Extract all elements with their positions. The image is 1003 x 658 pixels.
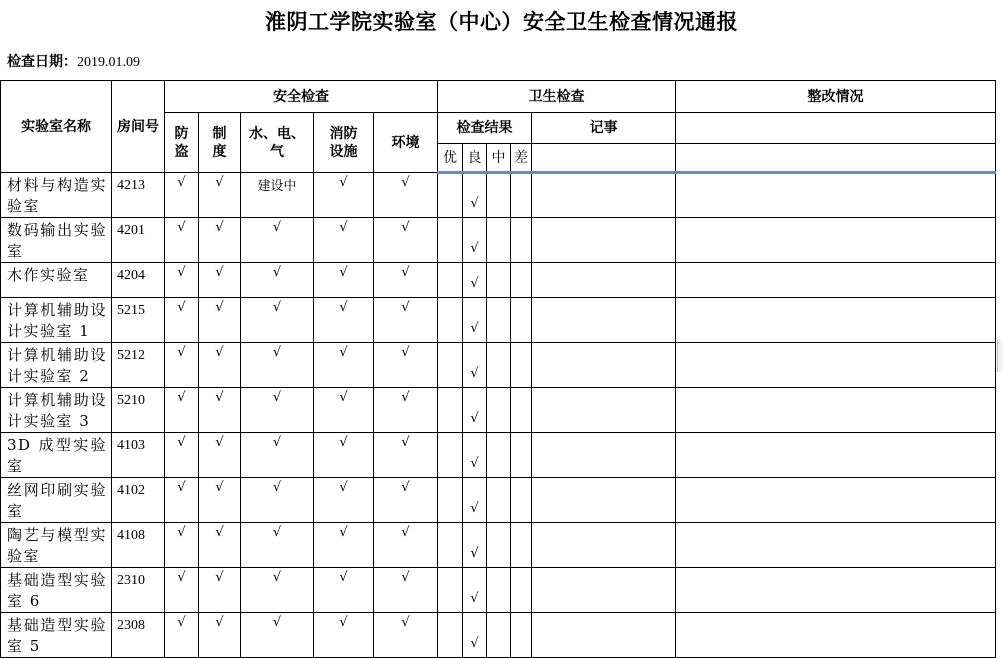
- theft-check: √: [165, 433, 199, 478]
- good-mark: √: [463, 568, 487, 613]
- environment-check: √: [374, 568, 438, 613]
- notes-cell: [532, 388, 676, 433]
- table-row: [1, 218, 996, 263]
- environment-check: √: [374, 523, 438, 568]
- poor-mark: [511, 173, 532, 218]
- good-mark: √: [463, 173, 487, 218]
- environment-check: √: [374, 433, 438, 478]
- room-number: 4201: [112, 218, 165, 263]
- lab-name: 3D 成型实验室: [1, 433, 112, 478]
- utilities-check: √: [241, 263, 314, 298]
- fire-check: √: [314, 298, 374, 343]
- rectify-cell: [676, 433, 996, 478]
- excellent-mark: [438, 478, 463, 523]
- utilities-check: √: [241, 478, 314, 523]
- utilities-check: √: [241, 613, 314, 658]
- excellent-mark: [438, 343, 463, 388]
- utilities-check: √: [241, 523, 314, 568]
- excellent-mark: [438, 298, 463, 343]
- room-number: 4213: [112, 173, 165, 218]
- table-row: [1, 568, 996, 613]
- fire-check: √: [314, 523, 374, 568]
- header-good: 良: [463, 144, 487, 173]
- excellent-mark: [438, 263, 463, 298]
- notes-cell: [532, 568, 676, 613]
- notes-cell: [532, 298, 676, 343]
- header-fire: 消防设施: [314, 113, 374, 173]
- poor-mark: [511, 433, 532, 478]
- header-medium: 中: [487, 144, 511, 173]
- utilities-check: √: [241, 343, 314, 388]
- fire-check: √: [314, 568, 374, 613]
- header-utilities: 水、电、气: [241, 113, 314, 173]
- fire-check: √: [314, 343, 374, 388]
- medium-mark: [487, 388, 511, 433]
- lab-name: 材料与构造实验室: [1, 173, 112, 218]
- environment-check: √: [374, 343, 438, 388]
- date-label: 检查日期：: [7, 54, 77, 70]
- header-excellent: 优: [438, 144, 463, 173]
- medium-mark: [487, 298, 511, 343]
- rectify-cell: [676, 218, 996, 263]
- good-mark: √: [463, 478, 487, 523]
- excellent-mark: [438, 568, 463, 613]
- room-number: 2308: [112, 613, 165, 658]
- theft-check: √: [165, 478, 199, 523]
- fire-check: √: [314, 388, 374, 433]
- theft-check: √: [165, 388, 199, 433]
- system-check: √: [199, 218, 241, 263]
- medium-mark: [487, 433, 511, 478]
- room-number: 4108: [112, 523, 165, 568]
- theft-check: √: [165, 298, 199, 343]
- fire-check: √: [314, 613, 374, 658]
- good-mark: √: [463, 218, 487, 263]
- environment-check: √: [374, 478, 438, 523]
- medium-mark: [487, 478, 511, 523]
- system-check: √: [199, 173, 241, 218]
- theft-check: √: [165, 613, 199, 658]
- environment-check: √: [374, 173, 438, 218]
- poor-mark: [511, 523, 532, 568]
- good-mark: √: [463, 298, 487, 343]
- medium-mark: [487, 173, 511, 218]
- header-system: 制度: [199, 113, 241, 173]
- rectify-cell: [676, 343, 996, 388]
- utilities-check: √: [241, 433, 314, 478]
- notes-cell: [532, 343, 676, 388]
- system-check: √: [199, 433, 241, 478]
- fire-check: √: [314, 433, 374, 478]
- medium-mark: [487, 523, 511, 568]
- rectify-cell: [676, 613, 996, 658]
- environment-check: √: [374, 218, 438, 263]
- header-theft: 防盗: [165, 113, 199, 173]
- environment-check: √: [374, 388, 438, 433]
- good-mark: √: [463, 523, 487, 568]
- lab-name: 陶艺与模型实验室: [1, 523, 112, 568]
- theft-check: √: [165, 568, 199, 613]
- lab-name: 计算机辅助设计实验室 3: [1, 388, 112, 433]
- excellent-mark: [438, 388, 463, 433]
- environment-check: √: [374, 263, 438, 298]
- rectify-cell: [676, 523, 996, 568]
- scroll-edge: [997, 340, 1003, 372]
- fire-check: √: [314, 263, 374, 298]
- table-row: [1, 263, 996, 298]
- good-mark: √: [463, 343, 487, 388]
- theft-check: √: [165, 173, 199, 218]
- utilities-check: √: [241, 568, 314, 613]
- room-number: 5212: [112, 343, 165, 388]
- rectify-cell: [676, 568, 996, 613]
- system-check: √: [199, 343, 241, 388]
- table-row: [1, 298, 996, 343]
- system-check: √: [199, 263, 241, 298]
- notes-cell: [532, 173, 676, 218]
- lab-name: 计算机辅助设计实验室 1: [1, 298, 112, 343]
- theft-check: √: [165, 523, 199, 568]
- page-title: 淮阴工学院实验室（中心）安全卫生检查情况通报: [265, 10, 738, 34]
- system-check: √: [199, 523, 241, 568]
- medium-mark: [487, 613, 511, 658]
- poor-mark: [511, 298, 532, 343]
- theft-check: √: [165, 218, 199, 263]
- utilities-check: √: [241, 388, 314, 433]
- notes-cell: [532, 263, 676, 298]
- fire-check: √: [314, 478, 374, 523]
- header-lab-name: 实验室名称: [1, 81, 112, 173]
- environment-check: √: [374, 298, 438, 343]
- notes-cell: [532, 478, 676, 523]
- rectify-cell: [676, 298, 996, 343]
- room-number: 4103: [112, 433, 165, 478]
- header-room-no: 房间号: [112, 81, 165, 173]
- header-hygiene: 卫生检查: [438, 81, 676, 113]
- room-number: 4102: [112, 478, 165, 523]
- medium-mark: [487, 343, 511, 388]
- notes-cell: [532, 523, 676, 568]
- system-check: √: [199, 568, 241, 613]
- system-check: √: [199, 613, 241, 658]
- poor-mark: [511, 568, 532, 613]
- excellent-mark: [438, 173, 463, 218]
- lab-name: 基础造型实验室 5: [1, 613, 112, 658]
- header-poor: 差: [511, 144, 532, 173]
- utilities-check: √: [241, 218, 314, 263]
- system-check: √: [199, 388, 241, 433]
- theft-check: √: [165, 263, 199, 298]
- room-number: 2310: [112, 568, 165, 613]
- table-row: [1, 478, 996, 523]
- good-mark: √: [463, 388, 487, 433]
- fire-check: √: [314, 173, 374, 218]
- environment-check: √: [374, 613, 438, 658]
- medium-mark: [487, 218, 511, 263]
- medium-mark: [487, 263, 511, 298]
- poor-mark: [511, 343, 532, 388]
- theft-check: √: [165, 343, 199, 388]
- header-rectify: 整改情况: [676, 81, 996, 113]
- room-number: 5215: [112, 298, 165, 343]
- table-row: [1, 388, 996, 433]
- notes-cell: [532, 613, 676, 658]
- inspection-table: [0, 80, 996, 658]
- table-row: [1, 613, 996, 658]
- notes-cell: [532, 218, 676, 263]
- header-notes: 记事: [532, 113, 676, 144]
- lab-name: 木作实验室: [1, 263, 112, 298]
- poor-mark: [511, 218, 532, 263]
- room-number: 4204: [112, 263, 165, 298]
- lab-name: 丝网印刷实验室: [1, 478, 112, 523]
- fire-check: √: [314, 218, 374, 263]
- poor-mark: [511, 388, 532, 433]
- good-mark: √: [463, 433, 487, 478]
- poor-mark: [511, 613, 532, 658]
- rectify-cell: [676, 173, 996, 218]
- lab-name: 计算机辅助设计实验室 2: [1, 343, 112, 388]
- medium-mark: [487, 568, 511, 613]
- table-row: [1, 433, 996, 478]
- header-result: 检查结果: [438, 113, 532, 144]
- system-check: √: [199, 478, 241, 523]
- lab-name: 数码输出实验室: [1, 218, 112, 263]
- lab-name: 基础造型实验室 6: [1, 568, 112, 613]
- utilities-check: √: [241, 298, 314, 343]
- room-number: 5210: [112, 388, 165, 433]
- poor-mark: [511, 478, 532, 523]
- system-check: √: [199, 298, 241, 343]
- rectify-cell: [676, 478, 996, 523]
- table-row: [1, 173, 996, 218]
- good-mark: √: [463, 263, 487, 298]
- date-value: 2019.01.09: [77, 55, 140, 70]
- excellent-mark: [438, 433, 463, 478]
- inspection-date: [7, 51, 140, 71]
- excellent-mark: [438, 613, 463, 658]
- notes-cell: [532, 433, 676, 478]
- rectify-cell: [676, 388, 996, 433]
- rectify-cell: [676, 263, 996, 298]
- header-environment: 环境: [374, 113, 438, 173]
- poor-mark: [511, 263, 532, 298]
- table-row: [1, 343, 996, 388]
- header-safety: 安全检查: [165, 81, 438, 113]
- utilities-check: 建设中: [241, 173, 314, 218]
- excellent-mark: [438, 218, 463, 263]
- excellent-mark: [438, 523, 463, 568]
- good-mark: √: [463, 613, 487, 658]
- table-row: [1, 523, 996, 568]
